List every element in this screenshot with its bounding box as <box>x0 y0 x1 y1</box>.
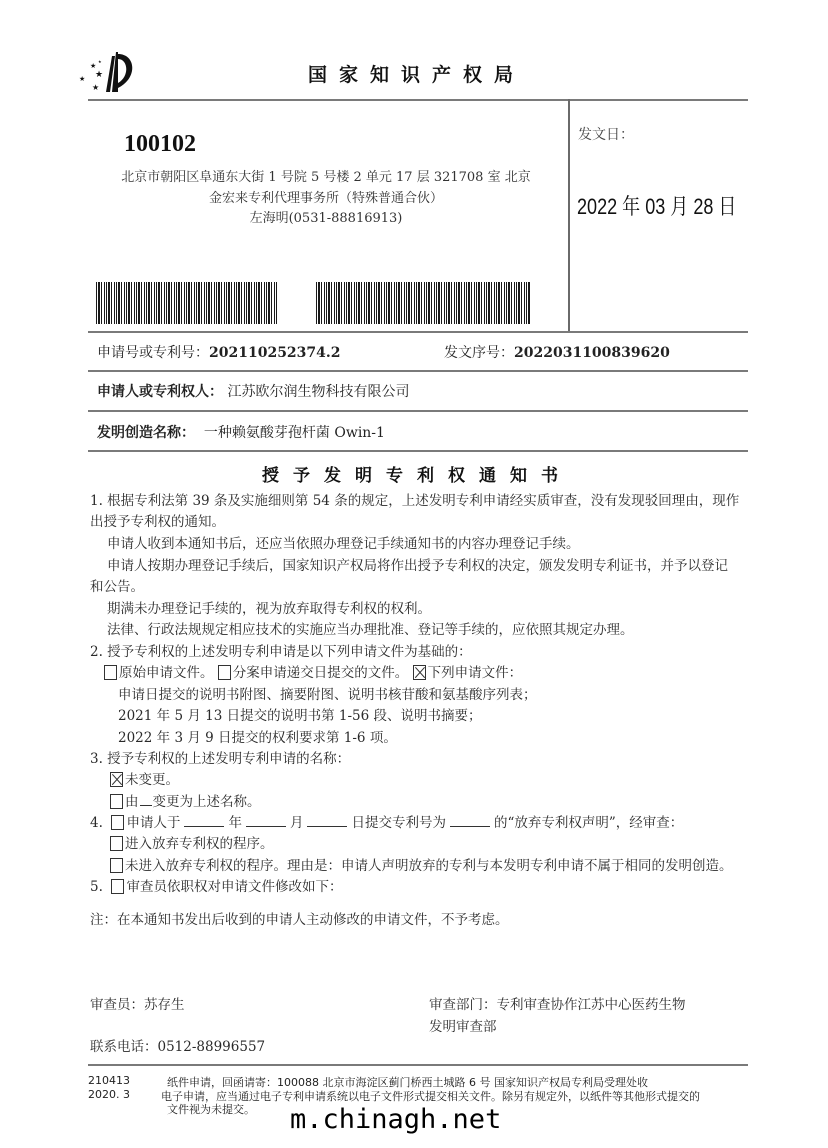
section-1-para-2: 申请人收到本通知书后，还应当依照办理登记手续通知书的内容办理登记手续。 <box>107 536 580 552</box>
section-1-line-1: 1. 根据专利法第 39 条及实施细则第 54 条的规定，上述发明专利申请经实质审查，没有发现驳回理由，现作 <box>90 493 740 509</box>
option-not-enter-waiver: 未进入放弃专利权的程序。理由是：申请人声明放弃的专利与本发明专利申请不属于相同的发明创造。 <box>125 858 733 874</box>
waiver-day-label: 日提交专利号为 <box>351 815 446 831</box>
barcode-right <box>316 282 530 324</box>
blank-year <box>184 814 224 827</box>
section-5-heading <box>90 875 342 895</box>
address-line-3: 左海明(0531-88816913) <box>249 211 403 226</box>
department-line-2: 发明审查部 <box>429 1019 497 1035</box>
checkbox-listed-docs-checked[interactable] <box>413 665 426 680</box>
blank-month <box>246 814 286 827</box>
svg-text:★: ★ <box>90 62 97 70</box>
option-original-docs: 原始申请文件。 <box>119 665 214 681</box>
footer-divider <box>88 1064 748 1066</box>
option-listed-docs: 下列申请文件： <box>427 665 523 681</box>
contact-phone: 联系电话：0512-88996557 <box>90 1039 266 1055</box>
field-divider-3 <box>88 410 748 412</box>
waiver-text-tail: 的“放弃专利权声明”，经审查： <box>493 815 684 831</box>
waiver-year-label: 年 <box>228 815 242 831</box>
svg-text:★: ★ <box>79 75 86 83</box>
checkbox-not-enter-waiver[interactable] <box>110 858 123 873</box>
address-line-1: 北京市朝阳区阜通东大街 1 号院 5 号楼 2 单元 17 层 321708 室 北京 <box>121 170 531 185</box>
checkbox-divisional-docs[interactable] <box>218 665 231 680</box>
field-divider-4 <box>88 450 748 452</box>
invention-title: 一种赖氨酸芽孢杆菌 Owin-1 <box>203 425 385 441</box>
section-1-para-4: 期满未办理登记手续的，视为放弃取得专利权的权利。 <box>107 601 431 617</box>
section-3-heading: 3. 授予专利权的上述发明专利申请的名称： <box>90 751 351 767</box>
section-4-option-1 <box>110 832 274 852</box>
checkbox-original-docs[interactable] <box>104 665 117 680</box>
header-divider <box>88 99 748 101</box>
option-title-changed-suffix: 变更为上述名称。 <box>152 794 261 810</box>
section-1-para-3-line-1: 申请人按期办理登记手续后，国家知识产权局将作出授予专利权的决定，颁发发明专利证书，并予以登记 <box>107 558 728 574</box>
invention-label: 发明创造名称： <box>97 425 195 441</box>
option-enter-waiver: 进入放弃专利权的程序。 <box>125 836 274 852</box>
svg-text:★: ★ <box>92 83 100 92</box>
barcode-left <box>96 282 278 324</box>
svg-text:★: ★ <box>95 70 104 80</box>
section-4-heading <box>90 811 683 831</box>
checkbox-waiver-declaration[interactable] <box>111 815 124 830</box>
blank-day <box>307 814 347 827</box>
svg-text:★: ★ <box>98 59 102 64</box>
field-divider-2 <box>88 370 748 372</box>
notice-title: 授予发明专利权通知书 <box>262 466 572 486</box>
section-2-heading: 2. 授予专利权的上述发明专利申请是以下列申请文件为基础的： <box>90 644 472 660</box>
department-line-1: 审查部门：专利审查协作江苏中心医药生物 <box>429 997 686 1013</box>
examiner-name: 审查员：苏存生 <box>90 997 185 1013</box>
note-text: 注：在本通知书发出后收到的申请人主动修改的申请文件，不予考虑。 <box>90 912 509 928</box>
electronic-submission-note-2: 文件视为未提交。 <box>167 1103 255 1116</box>
issue-date-label: 发文日： <box>578 127 634 143</box>
application-number-label: 申请号或专利号： <box>97 345 209 361</box>
checkbox-examiner-amendment[interactable] <box>111 879 124 894</box>
application-number-field <box>97 342 341 362</box>
serial-number-field <box>444 342 670 362</box>
applicant-name: 江苏欧尔润生物科技有限公司 <box>227 384 410 400</box>
section-1-para-5: 法律、行政法规规定相应技术的实施应当办理批准、登记等手续的，应依照其规定办理。 <box>107 622 634 638</box>
blank-patent-number <box>450 814 490 827</box>
document-list-item: 2021 年 5 月 13 日提交的说明书第 1-56 段、说明书摘要； <box>118 708 482 724</box>
checkbox-enter-waiver[interactable] <box>110 836 123 851</box>
serial-number-label: 发文序号： <box>444 345 514 361</box>
waiver-month-label: 月 <box>289 815 304 831</box>
agency-name: 国家知识产权局 <box>308 64 526 86</box>
section-1-line-2: 出授予专利权的通知。 <box>90 514 225 530</box>
option-divisional-docs: 分案申请递交日提交的文件。 <box>232 665 409 681</box>
postal-code: 100102 <box>124 131 196 157</box>
invention-title-field <box>97 422 385 442</box>
paper-submission-note: 纸件申请，回函请寄：100088 北京市海淀区蓟门桥西土城路 6 号 国家知识产权局专利局受理处收 <box>167 1076 648 1089</box>
document-list-item: 申请日提交的说明书附图、摘要附图、说明书核苷酸和氨基酸序列表； <box>118 687 537 703</box>
checkbox-title-changed[interactable] <box>110 794 123 809</box>
serial-number: 2022031100839620 <box>514 345 670 361</box>
section-2-options <box>104 661 522 681</box>
option-title-unchanged: 未变更。 <box>125 772 179 788</box>
form-code: 210413 <box>88 1074 130 1087</box>
applicant-label: 申请人或专利权人： <box>97 384 223 400</box>
section-4-option-2 <box>110 854 733 874</box>
blank-field <box>140 793 152 806</box>
section-5-number: 5. <box>90 879 103 895</box>
form-version: 2020. 3 <box>88 1088 130 1101</box>
field-divider-1 <box>88 331 748 333</box>
date-box-divider <box>568 99 570 331</box>
section-4-number: 4. <box>90 815 103 831</box>
electronic-submission-note-1: 电子申请，应当通过电子专利申请系统以电子文件形式提交相关文件。除另有规定外，以纸件等其他形式提交的 <box>161 1090 700 1103</box>
checkbox-title-unchanged-checked[interactable] <box>110 772 123 787</box>
section-1-para-3-line-2: 和公告。 <box>90 579 144 595</box>
address-line-2: 金宏来专利代理事务所（特殊普通合伙） <box>208 191 443 206</box>
section-3-option-1 <box>110 768 179 788</box>
issue-date-value: 2022 年 03 月 28 日 <box>577 194 737 219</box>
document-list-item: 2022 年 3 月 9 日提交的权利要求第 1-6 项。 <box>118 730 397 746</box>
section-3-option-2 <box>110 790 261 810</box>
option-title-changed-prefix: 由 <box>125 794 139 810</box>
examiner-amendment-label: 审查员依职权对申请文件修改如下： <box>126 879 343 895</box>
applicant-field <box>97 381 409 401</box>
cnipa-logo-icon <box>72 50 134 94</box>
waiver-text-1: 申请人于 <box>126 815 181 831</box>
application-number: 202110252374.2 <box>209 345 341 361</box>
watermark-text: m.chinagh.net <box>290 1104 502 1135</box>
